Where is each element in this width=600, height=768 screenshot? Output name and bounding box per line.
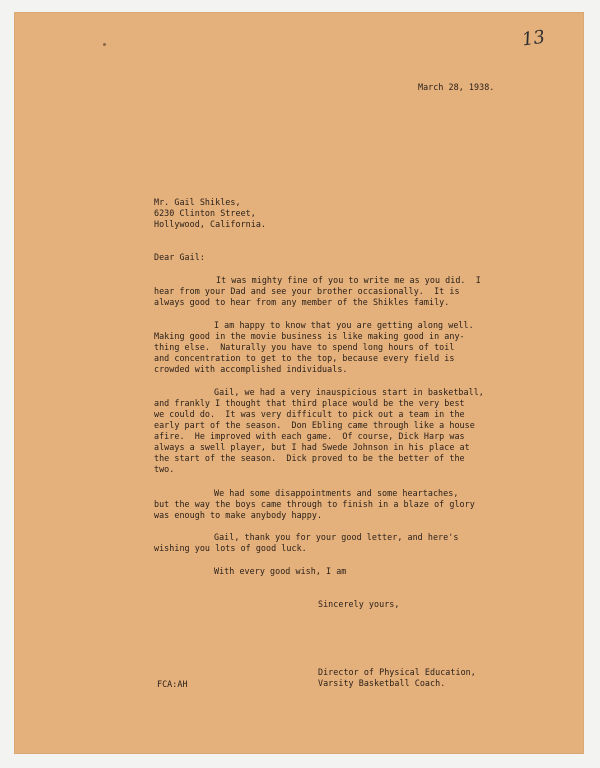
paragraph-5-line-1: Gail, thank you for your good letter, and here's (214, 532, 459, 542)
paragraph-3-line-7: the start of the season. Dick proved to be the better of the (154, 453, 465, 463)
paragraph-4-line-2: but the way the boys came through to finish in a blaze of glory (154, 499, 475, 509)
letter-sheet (15, 13, 583, 753)
paragraph-3-line-5: afire. He improved with each game. Of course, Dick Harp was (154, 431, 465, 441)
paragraph-2-line-1: I am happy to know that you are getting along well. (214, 320, 474, 330)
paragraph-2-line-4: and concentration to get to the top, because every field is (154, 353, 455, 363)
typist-initials: FCA:AH (157, 679, 188, 689)
paragraph-4-line-3: was enough to make anybody happy. (154, 510, 323, 520)
recipient-line-3: Hollywood, California. (154, 219, 267, 229)
signature-title-1: Director of Physical Education, (318, 667, 476, 677)
paragraph-1-line-2: hear from your Dad and see your brother occasionally. It is (154, 286, 460, 296)
salutation: Dear Gail: (154, 252, 205, 262)
paragraph-3-line-2: and frankly I thought that third place would be the very best (154, 398, 465, 408)
paragraph-6-line-1: With every good wish, I am (214, 566, 347, 576)
paragraph-2-line-2: Making good in the movie business is like making good in any- (154, 331, 465, 341)
paragraph-4-line-1: We had some disappointments and some heartaches, (214, 488, 459, 498)
signature-title-2: Varsity Basketball Coach. (318, 678, 446, 688)
paragraph-5-line-2: wishing you lots of good luck. (154, 543, 307, 553)
paragraph-3-line-8: two. (154, 464, 175, 474)
paragraph-2-line-3: thing else. Naturally you have to spend long hours of toil (154, 342, 455, 352)
paragraph-3-line-6: always a swell player, but I had Swede Johnson in his place at (154, 442, 470, 452)
paragraph-1-line-1: It was mighty fine of you to write me as you did. I (216, 275, 481, 285)
paragraph-3-line-4: early part of the season. Don Ebling came through like a house (154, 420, 475, 430)
recipient-line-2: 6230 Clinton Street, (154, 208, 256, 218)
paragraph-3-line-1: Gail, we had a very inauspicious start in basketball, (214, 387, 484, 397)
paragraph-2-line-5: crowded with accomplished individuals. (154, 364, 348, 374)
letter-date: March 28, 1938. (418, 82, 495, 92)
paragraph-1-line-3: always good to hear from any member of the Shikles family. (154, 297, 450, 307)
recipient-line-1: Mr. Gail Shikles, (154, 197, 241, 207)
page-number-annotation: 13 (520, 26, 547, 51)
closing: Sincerely yours, (318, 599, 400, 609)
paragraph-3-line-3: we could do. It was very difficult to pick out a team in the (154, 409, 465, 419)
ink-mark (103, 43, 106, 46)
